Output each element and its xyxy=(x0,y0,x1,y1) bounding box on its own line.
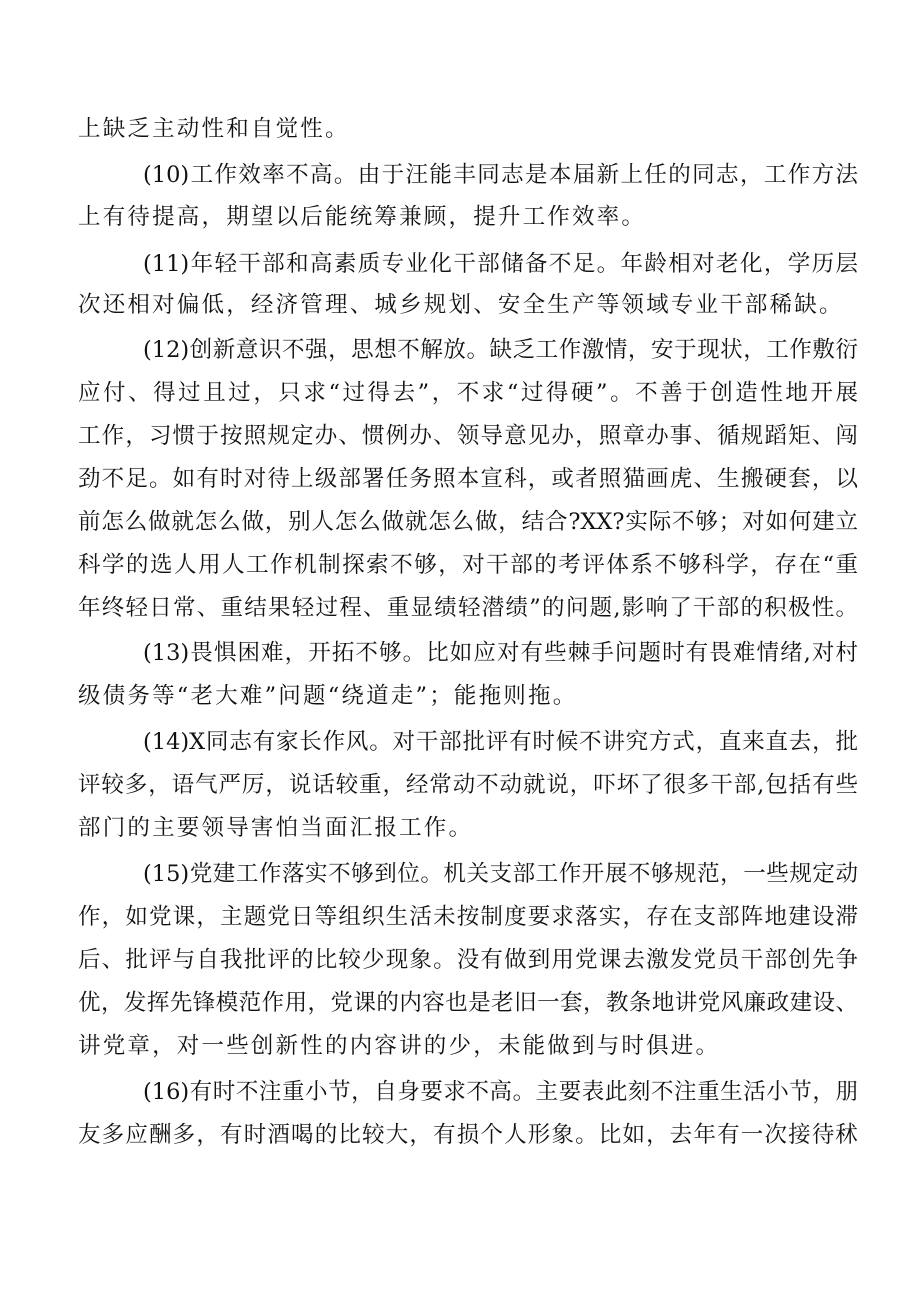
text-line: 工作，习惯于按照规定办、惯例办、领导意见办，照章办事、循规蹈矩、闯 xyxy=(78,423,858,449)
paragraph-10-first-line: (10)工作效率不高。由于汪能丰同志是本届新上任的同志，工作方法 xyxy=(143,162,858,188)
paragraph-11-first-line: (11)年轻干部和高素质专业化干部储备不足。年龄相对老化，学历层 xyxy=(143,251,858,277)
text-line: 友多应酬多，有时酒喝的比较大，有损个人形象。比如，去年有一次接待秫 xyxy=(78,1122,858,1148)
paragraph-16-first-line: (16)有时不注重小节，自身要求不高。主要表此刻不注重生活小节，朋 xyxy=(143,1079,858,1105)
text-line: 评较多，语气严厉，说话较重，经常动不动就说，吓坏了很多干部,包括有些 xyxy=(78,772,858,798)
text-line: 级债务等“老大难”问题“绕道走”；能拖则拖。 xyxy=(78,683,578,709)
text-line: 优，发挥先锋模范作用，党课的内容也是老旧一套，教条地讲党风廉政建设、 xyxy=(78,990,858,1016)
text-line: 前怎么做就怎么做，别人怎么做就怎么做，结合?XX?实际不够；对如何建立 xyxy=(78,509,858,535)
paragraph-14-first-line: (14)X同志有家长作风。对干部批评有时候不讲究方式，直来直去，批 xyxy=(143,729,858,755)
text-line: 上缺乏主动性和自觉性。 xyxy=(78,116,350,142)
text-line: 后、批评与自我批评的比较少现象。没有做到用党课去激发党员干部创先争 xyxy=(78,947,858,973)
text-line: 讲党章，对一些创新性的内容讲的少，未能做到与时俱进。 xyxy=(78,1033,721,1059)
text-line: 部门的主要领导害怕当面汇报工作。 xyxy=(78,815,474,841)
text-line: 劲不足。如有时对待上级部署任务照本宣科，或者照猫画虎、生搬硬套，以 xyxy=(78,466,858,492)
text-line: 次还相对偏低，经济管理、城乡规划、安全生产等领域专业干部稀缺。 xyxy=(78,292,844,318)
text-line: 作，如党课，主题党日等组织生活未按制度要求落实，存在支部阵地建设滞 xyxy=(78,904,858,930)
text-line: 年终轻日常、重结果轻过程、重显绩轻潜绩”的问题,影响了干部的积极性。 xyxy=(78,595,858,621)
paragraph-15-first-line: (15)党建工作落实不够到位。机关支部工作开展不够规范，一些规定动 xyxy=(143,861,858,887)
text-line: 应付、得过且过，只求“过得去”，不求“过得硬”。不善于创造性地开展 xyxy=(78,380,858,406)
text-line: 科学的选人用人工作机制探索不够，对干部的考评体系不够科学，存在“重 xyxy=(78,552,858,578)
text-line: 上有待提高，期望以后能统筹兼顾，提升工作效率。 xyxy=(78,204,647,230)
paragraph-13-first-line: (13)畏惧困难，开拓不够。比如应对有些棘手问题时有畏难情绪,对村 xyxy=(143,640,858,666)
paragraph-12-first-line: (12)创新意识不强，思想不解放。缺乏工作激情，安于现状，工作敷衍 xyxy=(143,337,858,363)
